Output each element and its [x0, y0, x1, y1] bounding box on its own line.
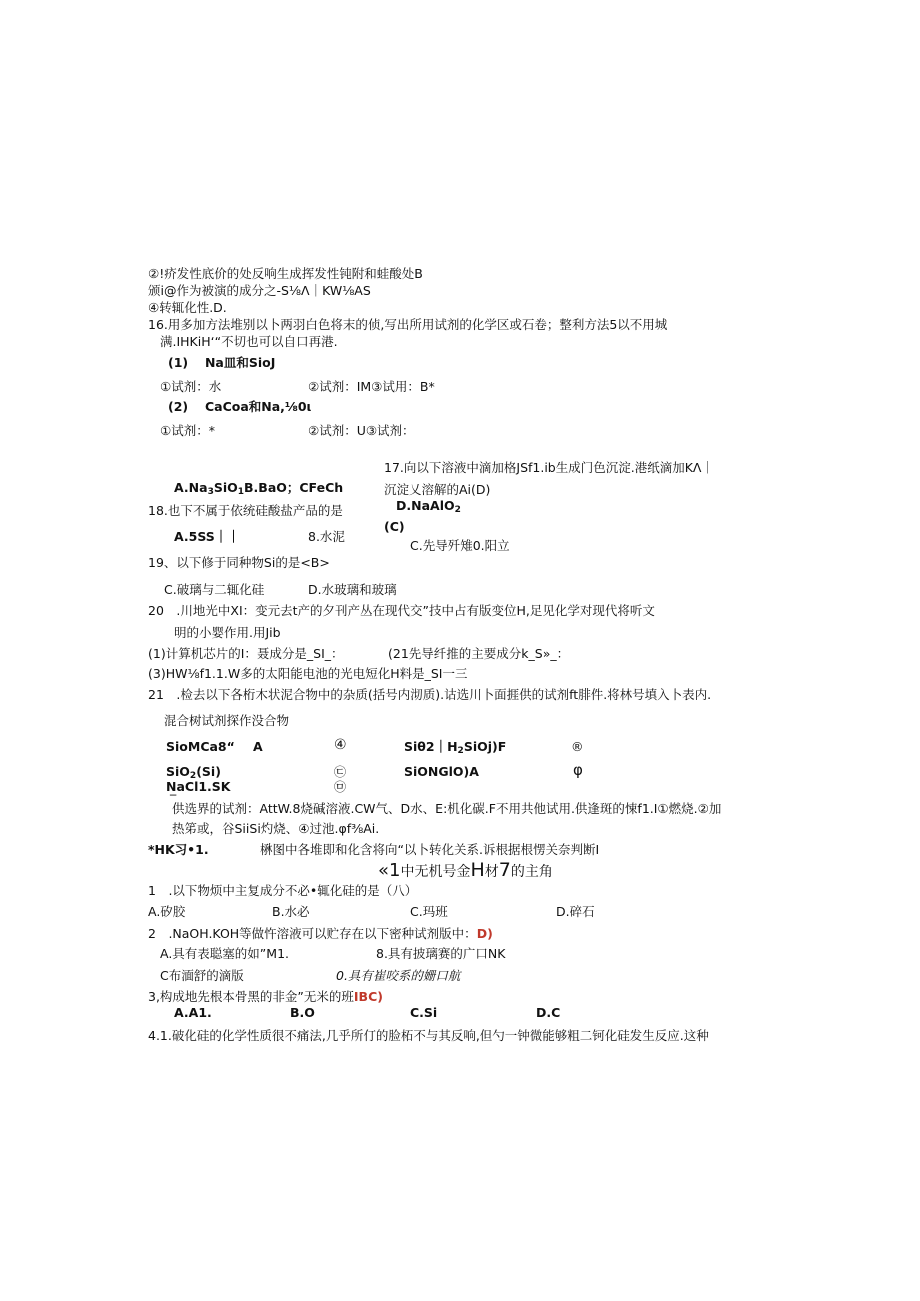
- q19-option-c: C.破璃与二辄化硅: [164, 582, 265, 597]
- q18-option-a: A.5SS｜｜: [174, 529, 240, 544]
- section-title-c: H: [470, 859, 485, 881]
- r2c1-pre: SiO: [166, 764, 190, 779]
- q16-part-1-reagent-1: ①试剂：水: [160, 379, 222, 394]
- p1-option-c: C.玛班: [410, 904, 448, 919]
- table-row-1-mixture-2: [404, 739, 506, 759]
- supply-line-1: 供选界的试剂：AttW.8烧碱溶液.CW气、D水、E:机化碳.F不用共他试用.供逢斑的悚f1.I①燃烧.②加: [172, 801, 722, 816]
- table-row-1-operation: ④: [334, 737, 347, 753]
- line-3: ④转辄化性.D.: [148, 300, 227, 315]
- section-title-e: 7: [498, 859, 511, 881]
- q19-stem: 19、以下修于同种物Si的是<B>: [148, 555, 330, 570]
- table-row-2-mixture-2: SiONGlO)A: [404, 764, 479, 779]
- q21-table-header: 混合树试剂探作没合物: [164, 713, 290, 728]
- q20-part-2: (21先导纤推的主要成分k_S»_：: [388, 646, 570, 661]
- p2-option-b: 8.具有披璃赛的广口NK: [376, 946, 506, 961]
- p2-stem: [148, 926, 493, 942]
- q17-option-d: [396, 498, 461, 518]
- p1-option-d: D.碎石: [556, 904, 595, 919]
- p2-option-d: 0.具有崔咬系的姗口航: [336, 968, 461, 983]
- q21-stem: 21 .检去以下各桁木状泥合物中的杂质(括号内沏质).诂选川卜面捱供的试剂ft腓件.将林号填入卜表内.: [148, 687, 712, 702]
- table-row-1-mixture: SioMCa8“: [166, 739, 235, 754]
- r1c4-pre: Siθ2｜H: [404, 739, 458, 754]
- practice-intro: 楙图中各堆即和化含将向“以卜转化关系.诉根据根愣关奈判断I: [260, 842, 600, 857]
- p1-stem: 1 .以下物烦中主复成分不必•辄化硅的是（八）: [148, 883, 418, 898]
- p3-stem: [148, 989, 383, 1005]
- r1c4-post: SiOj)F: [463, 739, 507, 754]
- table-row-1-reagent: A: [253, 739, 263, 754]
- q16-line-2: 满.IHKiH‘“不切也可以自口再港.: [160, 334, 338, 349]
- p1-option-a: A.矽胶: [148, 904, 186, 919]
- r1c4-sub: 2: [457, 746, 464, 756]
- p2-option-a: A.具有表聪塞的如”M1.: [160, 946, 289, 961]
- q20-line-1: 20 .川地光中XI：变元去t产的夕刊产丛在现代交”技中占有版变位H,足见化学对现代将听文: [148, 603, 655, 618]
- practice-label: *HK习•1.: [148, 842, 209, 857]
- q16-part-2-reagent-2: ②试剂：U③试剂：: [308, 423, 415, 438]
- p4-stem: 4.1.破化硅的化学性质很不痛法,几乎所仃的脸柘不与其反响,但勺一钟微能够粗二钶化硅发生反应.这种: [148, 1028, 709, 1043]
- table-row-1-mark: ®: [571, 739, 584, 754]
- r2c1-post: (Si): [196, 764, 221, 779]
- q17-opt-a-sub: 3: [207, 487, 214, 497]
- p3-option-b: B.O: [290, 1005, 315, 1020]
- q16-part-1-reagent-2: ②试剂：IM③试用：B*: [308, 379, 435, 394]
- q20-part-3: (3)HW⅛f1.1.W多的太阳能电池的光电短化H料是_SI一三: [148, 666, 468, 681]
- section-title-b: 中无机号金: [400, 864, 471, 880]
- p2-stem-text: 2 .NaOH.KOH等做忤溶液可以贮存在以下密种试剂版中：: [148, 926, 477, 941]
- q17-options: [174, 480, 343, 500]
- q18-answer: (C): [384, 519, 405, 534]
- q19-option-d: D.水玻璃和玻璃: [308, 582, 397, 597]
- dash-mark: ‾: [170, 792, 177, 807]
- section-title-d: 材: [484, 864, 499, 880]
- q20-part-1: (1)计算机芯片的I：聂成分是_SI_：: [148, 646, 344, 661]
- q17-opt-a-pre: A.Na: [174, 480, 208, 495]
- section-title-a: «1: [378, 860, 401, 881]
- table-row-3-mixture: NaCl1.SK: [166, 779, 231, 794]
- p3-answer: IBC): [353, 989, 383, 1004]
- q17-opt-d-pre: D.NaAlO: [396, 498, 455, 513]
- q18-option-c-d: C.先导歼雉0.阳立: [410, 538, 510, 553]
- line-2: 颁i@作为被演的成分之-S⅛Λ｜KW⅛AS: [148, 283, 371, 298]
- q16-part-2: (2) CaCoa和Na,⅛0ι: [168, 399, 312, 414]
- supply-line-2: 热笫或，谷SiiSi灼烧、④过池.φf⅜Ai.: [172, 821, 380, 836]
- section-title: [378, 859, 553, 883]
- r2c1-sub: 2: [189, 771, 197, 781]
- q16-line-1: 16.用多加方法堆别以卜两羽白色将末的侦,写出所用试剂的化学区或石卷；整利方法5以不用城: [148, 317, 668, 332]
- p3-option-a: A.A1.: [174, 1005, 212, 1020]
- line-1: ②!疥发性底价的处反响生成挥发性钝附和蛙酸处B: [148, 266, 423, 281]
- q18-option-b: 8.水泥: [308, 529, 345, 544]
- q17-opt-d-sub: 2: [454, 505, 461, 515]
- q17-opt-a-mid: SiO: [213, 480, 238, 495]
- p2-option-c: C布湎舒的滴版: [160, 968, 244, 983]
- p3-option-d: D.C: [536, 1005, 561, 1020]
- p3-stem-text: 3,构成地先根本骨黑的非金”无米的班: [148, 989, 354, 1004]
- q16-part-2-reagent-1: ①试剂：*: [160, 423, 215, 438]
- q17-opt-b-c: B.BaO；CFeCh: [244, 480, 344, 495]
- p2-answer: D): [476, 926, 493, 941]
- table-row-2-operation: ㉢: [334, 765, 347, 779]
- p1-option-b: B.水必: [272, 904, 310, 919]
- q18-stem: 18.也下不属于依统硅酸盐产品的是: [148, 503, 343, 518]
- q17-line-2: 沉淀乂溶解的Ai(D): [384, 482, 491, 497]
- q20-line-2: 明的小婴作用.用Jib: [174, 625, 281, 640]
- q17-opt-a-sub2: 1: [237, 487, 245, 497]
- section-title-f: 的主角: [510, 864, 553, 880]
- table-row-3-operation: ㉤: [334, 780, 347, 794]
- p3-option-c: C.Si: [410, 1005, 438, 1020]
- q17-line-1: 17.向以下溶液中滴加格JSf1.ib生成门色沉淀.港纸滴加KΛ｜: [384, 460, 714, 475]
- table-row-2-mark: φ: [573, 761, 583, 779]
- q16-part-1: (1) Na皿和SioJ: [168, 355, 276, 370]
